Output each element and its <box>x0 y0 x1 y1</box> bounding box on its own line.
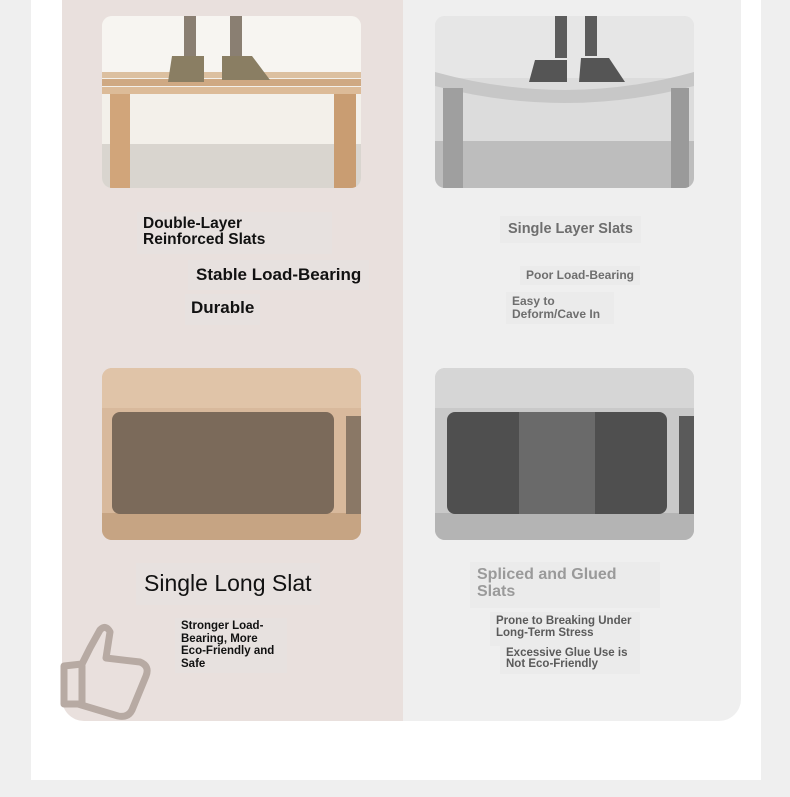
reinforced-bench-photo <box>102 16 361 188</box>
benefit-durable: Durable <box>185 294 260 325</box>
single-long-slat-photo <box>102 368 361 540</box>
spliced-glued-slat-photo <box>435 368 694 540</box>
issue-prone-to-breaking: Prone to Breaking Under Long-Term Stress <box>490 612 640 646</box>
single-long-slat-description: Stronger Load-Bearing, More Eco-Friendly and Safe <box>175 618 287 673</box>
single-layer-title: Single Layer Slats <box>500 216 641 243</box>
thumbs-up-icon <box>60 618 155 728</box>
issue-poor-load-bearing: Poor Load-Bearing <box>520 266 640 285</box>
issue-deform-cave-in: Easy to Deform/Cave In <box>506 292 614 324</box>
issue-excessive-glue: Excessive Glue Use is Not Eco-Friendly <box>500 646 640 674</box>
single-layer-bench-photo <box>435 16 694 188</box>
reinforced-slats-title: Double-Layer Reinforced Slats <box>137 212 332 254</box>
spliced-glued-title: Spliced and Glued Slats <box>470 562 660 608</box>
benefit-stable-load-bearing: Stable Load-Bearing <box>188 260 369 290</box>
single-long-slat-title: Single Long Slat <box>136 563 320 605</box>
